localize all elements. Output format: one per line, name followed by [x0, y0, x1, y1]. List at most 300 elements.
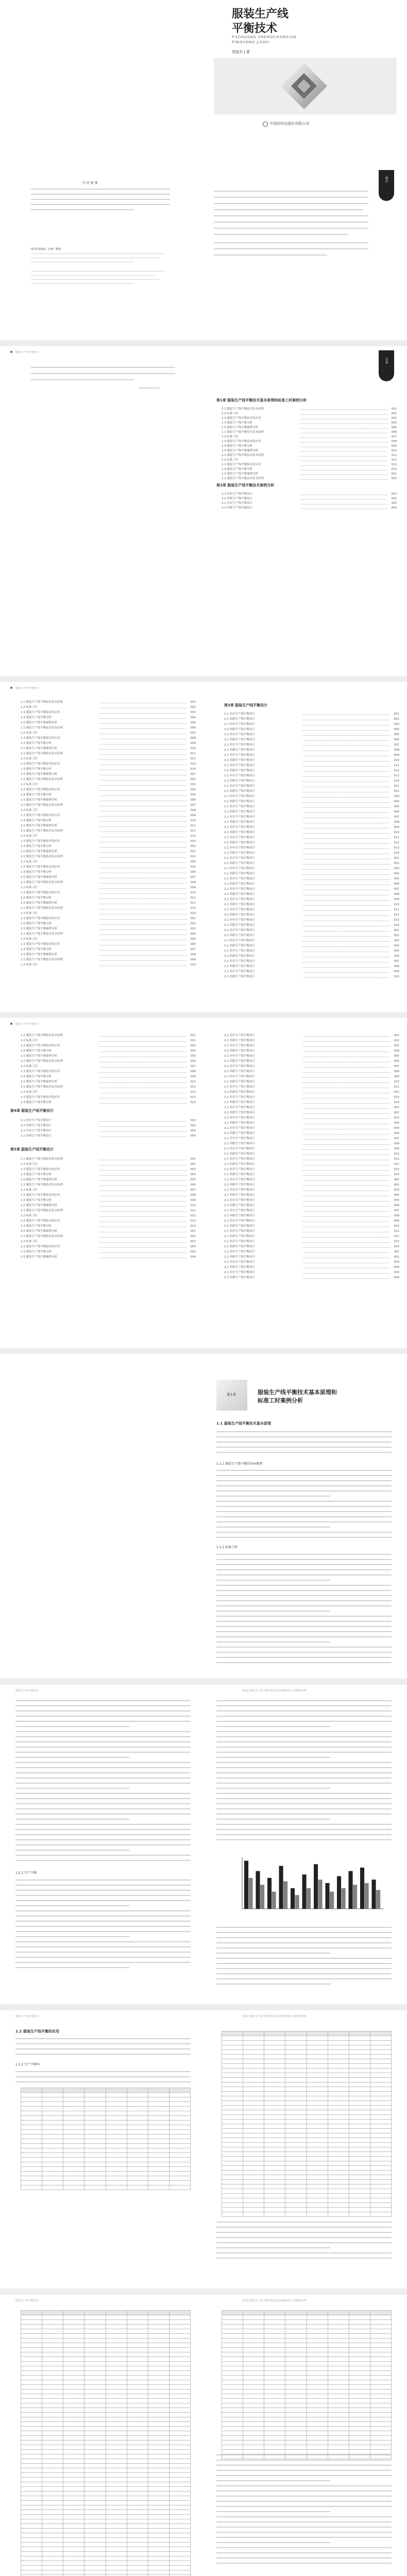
table-row: [222, 2376, 392, 2380]
table-cell: [307, 2171, 328, 2175]
toc-page-number: 001: [191, 1033, 196, 1038]
toc-entry-label: 1.4 服装生产线平衡分析: [21, 1101, 52, 1104]
table-cell: [264, 2143, 285, 2147]
toc-entry: [224, 1178, 399, 1182]
table-cell: [264, 2315, 285, 2320]
table-cell: [127, 2334, 148, 2338]
toc-entry: [224, 918, 399, 922]
sheet-cover: [0, 0, 407, 340]
table-cell: [84, 2417, 106, 2422]
chart-bar: [326, 1883, 330, 1909]
cover-page: [204, 0, 407, 170]
toc-entry-label: 1.2 标准工时: [21, 1214, 38, 1217]
section-heading: 1.2 服装生产线平衡的应用: [15, 2029, 59, 2034]
table-cell: [307, 2161, 328, 2166]
toc-page-number: 003: [394, 1260, 400, 1264]
toc-entry-label: 1.4 服装生产线平衡分析: [21, 1250, 52, 1253]
table-cell: [127, 2482, 148, 2487]
text-line: [216, 1829, 392, 1830]
table-cell: [169, 2338, 190, 2343]
table-cell: [328, 2198, 349, 2203]
toc-entry: [224, 815, 399, 819]
toc-page-number: 009: [394, 1075, 400, 1079]
text-line: [216, 1726, 330, 1727]
toc-entry-label: 2.1 衬衫生产线平衡设计: [224, 733, 255, 736]
table-cell: [106, 2459, 127, 2464]
table-row: [21, 2492, 191, 2496]
text-line: [216, 1490, 392, 1492]
toc-entry-label: 2.1 衬衫生产线平衡设计: [224, 1116, 255, 1120]
preface-end-line: [31, 373, 175, 374]
chart-bar: [291, 1888, 295, 1909]
table-cell: [328, 2124, 349, 2129]
text-line: [216, 2470, 392, 2471]
toc-entry-label: 1.5 服装生产线平衡案例分析: [21, 1204, 57, 1207]
table-cell: [21, 2468, 42, 2473]
table-cell: [63, 2459, 84, 2464]
table-cell: [370, 2208, 391, 2212]
toc-page-number: 013: [392, 463, 397, 467]
toc-page-number: 013: [394, 918, 400, 922]
table-cell: [169, 2533, 190, 2538]
table-cell: [285, 2431, 307, 2436]
toc-entry-label: 1.4 服装生产线平衡分析: [21, 742, 52, 745]
toc-entry-label: 2.2 西裤生产线平衡设计: [224, 759, 255, 762]
toc-page-number: 007: [392, 435, 397, 439]
text-line: [15, 1879, 191, 1880]
table-cell: [84, 2464, 106, 2468]
toc-entry: [222, 497, 397, 501]
table-cell: [169, 2376, 190, 2380]
toc-entry-label: 1.3 服装生产线平衡技术的应用: [21, 762, 60, 766]
toc-entry-label: 2.2 西裤生产线平衡设计: [224, 852, 255, 855]
toc-entry-label: 2.1 衬衫生产线平衡设计: [21, 1129, 52, 1132]
toc-leader: [99, 852, 186, 853]
table-cell: [42, 2320, 63, 2325]
toc-entry-label: 1.1 服装生产线平衡技术基本原理: [21, 829, 63, 833]
table-cell: [127, 2459, 148, 2464]
table-cell: [148, 2172, 169, 2176]
table-cell: [63, 2441, 84, 2445]
table-cell: [328, 2436, 349, 2441]
table-cell: [21, 2125, 42, 2130]
table-cell: [285, 2203, 307, 2208]
table-cell: [349, 2184, 370, 2189]
toc-entry: [224, 805, 399, 809]
table-cell: [264, 2078, 285, 2082]
table-cell: [148, 2311, 169, 2315]
toc-page-number: 004: [394, 1265, 400, 1269]
table-cell: [285, 2124, 307, 2129]
table-cell: [307, 2320, 328, 2325]
chart-bar: [318, 1879, 323, 1909]
text-line: [216, 1700, 392, 1701]
table-cell: [148, 2376, 169, 2380]
table-cell: [307, 2124, 328, 2129]
table-cell: [370, 2073, 391, 2078]
toc-page-number: 010: [191, 891, 196, 895]
toc-entry-label: 1.3 服装生产线平衡技术的应用: [222, 440, 261, 443]
table-cell: [169, 2556, 190, 2561]
table-cell: [285, 2394, 307, 2399]
table-cell: [84, 2561, 106, 2566]
toc-page-number: 004: [191, 716, 196, 720]
toc-entry-label: 1.3 服装生产线平衡技术的应用: [222, 463, 261, 466]
table-cell: [307, 2041, 328, 2045]
table-cell: [84, 2547, 106, 2552]
table-cell: [21, 2097, 42, 2102]
table-cell: [285, 2096, 307, 2101]
text-line: [216, 1516, 392, 1517]
table-cell: [264, 2124, 285, 2129]
text-line: [216, 1652, 392, 1653]
table-cell: [63, 2348, 84, 2352]
toc-entry: [224, 1131, 399, 1136]
toc-page-number: 014: [394, 923, 400, 927]
toc-leader: [99, 821, 186, 822]
toc-entry: [224, 1142, 399, 1146]
preface-text-line: [214, 248, 368, 249]
table-cell: [106, 2492, 127, 2496]
table-cell: [307, 2445, 328, 2450]
table-cell: [42, 2519, 63, 2524]
toc-leader: [99, 1046, 186, 1047]
table-cell: [328, 2041, 349, 2045]
table-row: [21, 2394, 191, 2399]
table-cell: [349, 2180, 370, 2184]
table-cell: [328, 2133, 349, 2138]
table-cell: [370, 2059, 391, 2064]
toc-entry: [21, 1118, 196, 1123]
table-cell: [307, 2059, 328, 2064]
table-cell: [264, 2106, 285, 2110]
toc-leader: [303, 874, 390, 875]
table-cell: [169, 2343, 190, 2348]
table-row: [222, 2385, 392, 2389]
table-cell: [307, 2133, 328, 2138]
table-cell: [127, 2413, 148, 2417]
table-cell: [148, 2529, 169, 2533]
toc-leader: [303, 1216, 390, 1217]
table-cell: [285, 2031, 307, 2036]
table-row: [21, 2125, 191, 2130]
preface-tag: [379, 170, 394, 201]
table-cell: [127, 2529, 148, 2533]
toc-page-number: 001: [191, 917, 196, 921]
table-cell: [106, 2338, 127, 2343]
toc-page-number: 011: [394, 1085, 400, 1089]
table-cell: [169, 2445, 190, 2450]
toc-page-number: 005: [394, 1126, 400, 1130]
toc-entry-label: 1.5 服装生产线平衡案例分析: [222, 449, 258, 452]
table-cell: [42, 2148, 63, 2153]
toc-page-number: 014: [191, 911, 196, 916]
table-cell: [243, 2059, 264, 2064]
chart-bar: [365, 1883, 369, 1909]
table-cell: [148, 2144, 169, 2148]
table-cell: [106, 2515, 127, 2519]
table-row: [222, 2348, 392, 2352]
table-cell: [42, 2399, 63, 2403]
toc-entry: [224, 1054, 399, 1058]
chart-bar: [272, 1892, 276, 1909]
toc-entry-label: 1.2 标准工时: [21, 732, 38, 735]
table-cell: [243, 2338, 264, 2343]
table-cell: [307, 2203, 328, 2208]
toc-page-number: 008: [394, 1070, 400, 1074]
toc-entry-label: 2.2 西裤生产线平衡设计: [224, 924, 255, 927]
toc-page-number: 005: [191, 721, 196, 725]
cover-pinyin-1: FUZHUANG SHENGCHANXIAN: [232, 35, 297, 39]
table-cell: [307, 2399, 328, 2403]
text-line: [216, 2537, 392, 2538]
table-cell: [21, 2529, 42, 2533]
table-row: [21, 2376, 191, 2380]
toc-entry-label: 2.1 衬衫生产线平衡设计: [224, 774, 255, 777]
table-cell: [285, 2078, 307, 2082]
table-cell: [148, 2148, 169, 2153]
table-cell: [285, 2120, 307, 2124]
toc-entry-label: 2.2 西裤生产线平衡设计: [224, 1266, 255, 1269]
toc-entry-label: 2.2 西裤生产线平衡设计: [224, 821, 255, 824]
table-cell: [285, 2073, 307, 2078]
table-cell: [328, 2362, 349, 2366]
table-row: [222, 2334, 392, 2338]
table-cell: [307, 2069, 328, 2073]
text-line: [216, 1963, 392, 1964]
header-dot-icon: [10, 687, 12, 689]
table-cell: [21, 2334, 42, 2338]
running-head-left: 服装生产线平衡技术: [15, 1689, 39, 1692]
text-line: [216, 2516, 392, 2517]
toc-leader: [303, 730, 390, 731]
toc-entry: [224, 882, 399, 886]
text-line: [216, 2501, 392, 2502]
table-cell: [127, 2552, 148, 2556]
toc-entry: [21, 741, 196, 745]
text-line: [15, 1736, 191, 1737]
table-cell: [285, 2050, 307, 2055]
toc-entry-label: 1.4 服装生产线平衡分析: [21, 819, 52, 822]
toc-page-number: 004: [394, 944, 400, 948]
preface-label: 前言: [384, 176, 388, 182]
table-cell: [328, 2157, 349, 2161]
table-cell: [285, 2069, 307, 2073]
toc-entry: [224, 954, 399, 958]
table-row: [222, 2343, 392, 2348]
text-line: [216, 1564, 392, 1565]
table-cell: [349, 2203, 370, 2208]
toc-entry-label: 1.2 标准工时: [21, 860, 38, 863]
table-cell: [42, 2408, 63, 2413]
table-cell: [127, 2543, 148, 2547]
toc-entry: [224, 1219, 399, 1223]
toc-entry-label: 2.1 衬衫生产线平衡设计: [224, 816, 255, 819]
table-cell: [106, 2454, 127, 2459]
table-cell: [307, 2096, 328, 2101]
table-cell: [63, 2352, 84, 2357]
chapter-title-1: 服装生产线平衡技术基本原理和: [258, 1388, 337, 1396]
table-cell: [42, 2352, 63, 2357]
toc-entry: [21, 1250, 196, 1254]
text-line: [216, 1747, 392, 1748]
toc-leader: [303, 1113, 390, 1114]
toc-page-number: 010: [394, 1152, 400, 1156]
chart-bar: [372, 1879, 376, 1909]
toc-entry-label: 2.1 衬衫生产线平衡设计: [224, 1240, 255, 1243]
toc-entry: [21, 710, 196, 715]
table-cell: [285, 2059, 307, 2064]
toc-entry: [224, 789, 399, 793]
table-cell: [222, 2445, 243, 2450]
toc-entry-label: 2.1 衬衫生产线平衡设计: [224, 888, 255, 891]
toc-leader: [99, 924, 186, 925]
table-row: [21, 2496, 191, 2501]
toc-page-number: 001: [394, 928, 400, 933]
table-cell: [127, 2167, 148, 2172]
table-row: [222, 2329, 392, 2334]
table-cell: [106, 2311, 127, 2315]
table-cell: [169, 2468, 190, 2473]
table-cell: [169, 2408, 190, 2413]
table-cell: [264, 2050, 285, 2055]
text-line: [15, 2076, 191, 2077]
toc-page-number: 004: [394, 1121, 400, 1125]
table-cell: [222, 2385, 243, 2389]
toc-entry-label: 2.2 西裤生产线平衡设计: [224, 841, 255, 844]
toc-entry-label: 2.2 西裤生产线平衡设计: [224, 965, 255, 968]
table-cell: [21, 2505, 42, 2510]
table-cell: [127, 2134, 148, 2139]
table-cell: [328, 2036, 349, 2041]
toc-leader: [300, 423, 387, 424]
table-cell: [21, 2167, 42, 2172]
table-cell: [243, 2385, 264, 2389]
table-row: [21, 2436, 191, 2441]
table-row: [21, 2464, 191, 2468]
toc-page-number: 012: [191, 901, 196, 905]
running-head-left: 服装生产线平衡技术: [15, 350, 39, 354]
table-cell: [169, 2417, 190, 2422]
toc-page-number: 003: [191, 1240, 196, 1244]
table-cell: [285, 2166, 307, 2171]
table-cell: [328, 2069, 349, 2073]
toc-entry: [224, 1095, 399, 1099]
toc-entry-label: 1.2 标准工时: [222, 435, 239, 438]
table-cell: [328, 2338, 349, 2343]
text-line: [216, 2247, 330, 2248]
table-cell: [42, 2441, 63, 2445]
toc-leader: [303, 1144, 390, 1145]
toc-entry: [224, 769, 399, 773]
toc-entry-label: 1.2 标准工时: [222, 459, 239, 462]
text-line: [216, 1942, 392, 1943]
toc-entry: [21, 1245, 196, 1249]
table-row: [222, 2320, 392, 2325]
text-line: [216, 1968, 392, 1969]
table-cell: [307, 2129, 328, 2133]
table-cell: [84, 2445, 106, 2450]
table-cell: [127, 2454, 148, 2459]
table-cell: [127, 2144, 148, 2148]
table-cell: [21, 2547, 42, 2552]
table-cell: [243, 2133, 264, 2138]
table-cell: [169, 2181, 190, 2185]
toc-page-number: 006: [191, 798, 196, 802]
toc-entry-label: 1.3 服装生产线平衡技术的应用: [21, 891, 60, 894]
table-cell: [169, 2422, 190, 2427]
text-line: [216, 1973, 392, 1974]
data-table: [21, 2310, 191, 2576]
table-cell: [307, 2357, 328, 2362]
toc-leader: [99, 857, 186, 858]
table-cell: [21, 2116, 42, 2121]
data-table: [21, 2088, 191, 2190]
toc-entry: [224, 753, 399, 757]
table-cell: [63, 2552, 84, 2556]
toc-page-number: 009: [394, 1219, 400, 1223]
table-cell: [222, 2413, 243, 2417]
text-line: [216, 1511, 392, 1512]
table-cell: [21, 2376, 42, 2380]
table-cell: [307, 2157, 328, 2161]
table-cell: [243, 2036, 264, 2041]
toc-leader: [99, 790, 186, 791]
toc-page-number: 001: [191, 1157, 196, 1161]
toc-entry: [21, 1173, 196, 1177]
table-cell: [127, 2315, 148, 2320]
table-cell: [243, 2120, 264, 2124]
text-line: [216, 1819, 330, 1820]
toc-page-number: 002: [394, 789, 400, 793]
table-cell: [349, 2073, 370, 2078]
text-line: [216, 1554, 392, 1555]
toc-entry-label: 1.1 服装生产线平衡技术基本原理: [21, 1209, 63, 1212]
table-cell: [21, 2380, 42, 2385]
table-cell: [63, 2543, 84, 2547]
text-line: [216, 1978, 392, 1979]
toc-entry-label: 2.1 衬衫生产线平衡设计: [224, 950, 255, 953]
table-cell: [285, 2348, 307, 2352]
table-cell: [222, 2362, 243, 2366]
toc-entry: [21, 1234, 196, 1239]
table-cell: [42, 2380, 63, 2385]
table-cell: [243, 2436, 264, 2441]
table-cell: [370, 2166, 391, 2171]
toc-entry-label: 1.2 标准工时: [21, 1163, 38, 1166]
table-row: [222, 2082, 392, 2087]
toc-entry: [21, 1178, 196, 1182]
table-cell: [328, 2171, 349, 2175]
toc-leader: [303, 1247, 390, 1248]
toc-entry: [21, 911, 196, 916]
table-cell: [21, 2102, 42, 2107]
text-line: [15, 1962, 191, 1963]
text-line: [216, 1783, 392, 1784]
toc-entry: [21, 1064, 196, 1069]
toc-entry-label: 1.3 服装生产线平衡技术的应用: [21, 788, 60, 791]
toc-entry-label: 2.2 西裤生产线平衡设计: [21, 1134, 52, 1138]
toc-entry: [21, 850, 196, 854]
table-cell: [106, 2529, 127, 2533]
table-cell: [307, 2189, 328, 2194]
toc-entry-label: 1.5 服装生产线平衡案例分析: [21, 1055, 57, 1058]
toc-entry-label: 1.1 服装生产线平衡技术基本原理: [21, 1183, 63, 1187]
table-cell: [328, 2203, 349, 2208]
table-cell: [106, 2162, 127, 2167]
table-cell: [349, 2189, 370, 2194]
toc-page-number: 007: [394, 815, 400, 819]
